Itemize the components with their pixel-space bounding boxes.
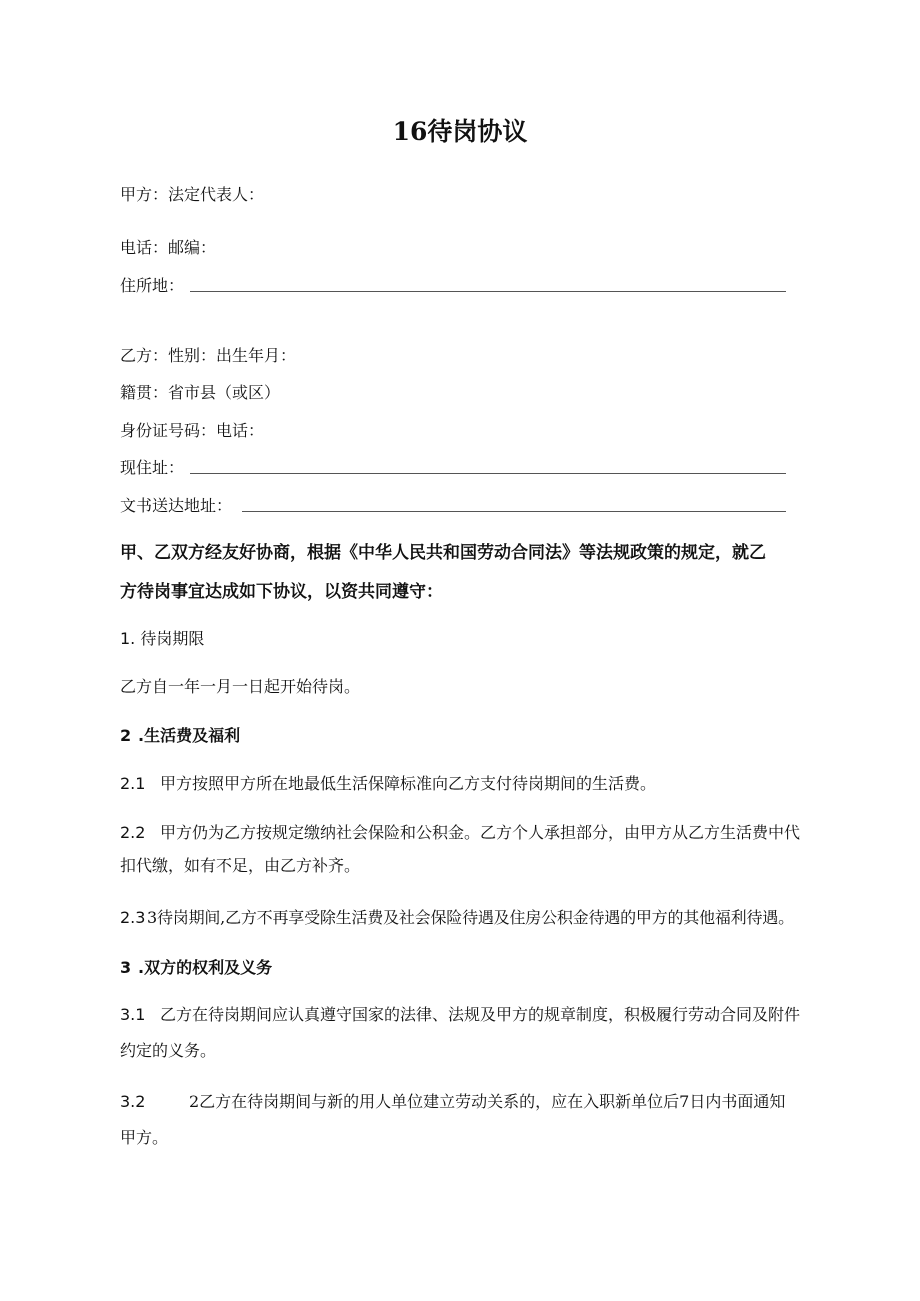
section-3-heading: .双方的权利及义务 [138, 958, 273, 977]
clause-3-1-text-line-1: 乙方在待岗期间应认真遵守国家的法律、法规及甲方的规章制度，积极履行劳动合同及附件 [160, 1005, 801, 1024]
section-2-heading: .生活费及福利 [138, 726, 241, 745]
clause-3-2-text-line-1: 2乙方在待岗期间与新的用人单位建立劳动关系的，应在入职新单位后7日内书面通知 [189, 1092, 786, 1111]
preamble-line-2: 方待岗事宜达成如下协议，以资共同遵守： [120, 582, 443, 602]
clause-3-1-number: 3.1 [120, 1005, 146, 1024]
clause-2-3-number: 2.3 [120, 908, 146, 927]
clause-2-3-text: 3待岗期间,乙方不再享受除生活费及社会保险待遇及住房公积金待遇的甲方的其他福利待遇。 [147, 908, 794, 927]
clause-2-1-number: 2.1 [120, 774, 146, 793]
party-b-native-place: 籍贯：省市县（或区） [120, 383, 281, 402]
party-a-representative: 甲方：法定代表人： [120, 185, 265, 204]
party-b-mail-address-blank [242, 511, 786, 512]
party-b-gender-birth: 乙方：性别：出生年月： [120, 346, 297, 365]
preamble-line-1: 甲、乙双方经友好协商，根据《中华人民共和国劳动合同法》等法规政策的规定，就乙 [120, 543, 766, 563]
party-b-address-blank [190, 473, 786, 474]
document-title: 16待岗协议 [392, 117, 528, 146]
clause-2-2-number: 2.2 [120, 823, 146, 842]
section-2-number: 2 [120, 726, 132, 745]
clause-3-2-text-line-2: 甲方。 [120, 1128, 169, 1147]
clause-3-2-number: 3.2 [120, 1092, 146, 1111]
section-3-number: 3 [120, 958, 132, 977]
clause-2-2-text-line-1: 甲方仍为乙方按规定缴纳社会保险和公积金。乙方个人承担部分，由甲方从乙方生活费中代 [160, 823, 801, 842]
section-1-heading: 1. 待岗期限 [120, 629, 205, 648]
party-a-address-blank [190, 291, 786, 292]
party-b-id-phone: 身份证号码：电话： [120, 421, 265, 440]
clause-2-2-text-line-2: 扣代缴，如有不足，由乙方补齐。 [120, 856, 361, 875]
clause-3-1-text-line-2: 约定的义务。 [120, 1041, 217, 1060]
party-a-phone-zip: 电话：邮编： [120, 238, 217, 257]
party-b-mail-address-label: 文书送达地址： [120, 496, 233, 515]
section-1-text: 乙方自一年一月一日起开始待岗。 [120, 677, 361, 696]
party-b-address-label: 现住址： [120, 458, 185, 477]
clause-2-1-text: 甲方按照甲方所在地最低生活保障标准向乙方支付待岗期间的生活费。 [160, 774, 657, 793]
party-a-address-label: 住所地： [120, 276, 185, 295]
